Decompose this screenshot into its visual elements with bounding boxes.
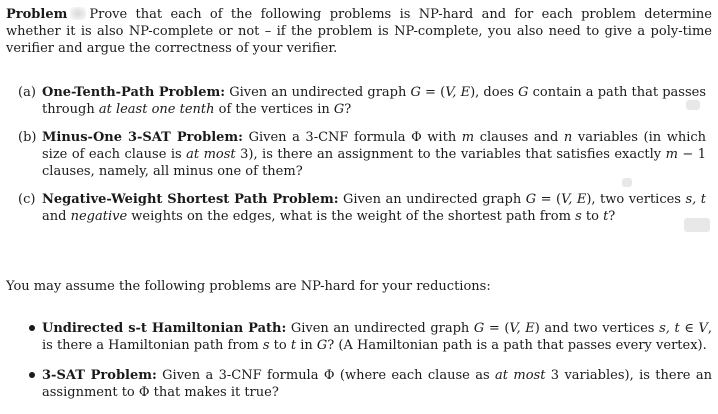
body-text: of the vertices in — [214, 102, 334, 117]
body-text: ? — [608, 209, 616, 224]
problem-title: Minus-One 3-SAT Problem: — [42, 130, 243, 145]
bullet-title: Undirected s-t Hamiltonian Path: — [42, 321, 287, 336]
body-text: weights on the edges, what is the weight of the shortest path from — [127, 209, 576, 224]
problem-label: (a) — [18, 85, 36, 100]
body-text: Given an undirected graph — [286, 321, 474, 336]
body-text: ? (A Hamiltonian path is a path that passes every vertex). — [327, 338, 707, 353]
body-text: to — [581, 209, 604, 224]
body-text: ? — [344, 102, 352, 117]
bullet-item — [42, 320, 712, 354]
problem-item — [18, 84, 706, 118]
math-text: G — [316, 338, 328, 353]
bullet-title: 3-SAT Problem: — [42, 368, 157, 383]
math-text: V, E — [561, 192, 587, 207]
math-text: V, E — [445, 85, 471, 100]
intro-paragraph — [6, 6, 712, 57]
math-text: V — [698, 321, 708, 336]
math-text: m — [461, 130, 475, 145]
math-text: G — [525, 192, 537, 207]
math-text: s, t — [685, 192, 707, 207]
body-text: ) and two vertices — [534, 321, 660, 336]
body-text: , is there a Hamiltonian path from — [42, 321, 713, 353]
body-text: = ( — [420, 85, 446, 100]
body-text: Given an undirected graph — [225, 85, 411, 100]
math-text: at least one tenth — [98, 102, 215, 117]
problem-item — [18, 129, 706, 180]
intro-text: Prove that each of the following problems is NP-hard and for each problem determine whether it is also NP-complete or not – if the problem is NP-complete, you also need to give a poly-time verifier and argue the correctness of your verifier. — [6, 7, 712, 56]
math-text: at most — [186, 147, 236, 162]
redaction-smudge — [622, 178, 632, 187]
math-text: negative — [70, 209, 128, 224]
problem-title: Negative-Weight Shortest Path Problem: — [42, 192, 339, 207]
problem-title: One-Tenth-Path Problem: — [42, 85, 226, 100]
body-text: contain a path that passes through — [42, 85, 707, 117]
body-text: 3 variables), is there an assignment to Φ that makes it true? — [42, 368, 712, 400]
body-text: = ( — [484, 321, 510, 336]
body-text: clauses and — [474, 130, 564, 145]
math-text: s — [575, 209, 582, 224]
problem-label: (b) — [18, 130, 37, 145]
intro-heading: Problem — [6, 7, 68, 22]
body-text: Given a 3-CNF formula Φ with — [242, 130, 462, 145]
body-text: and — [42, 209, 71, 224]
assumption-text: You may assume the following problems are NP-hard for your reductions: — [6, 279, 491, 294]
math-text: n — [563, 130, 573, 145]
body-text: Given a 3-CNF formula Φ (where each clause as — [156, 368, 496, 383]
math-text: t — [603, 209, 609, 224]
problem-item — [18, 191, 706, 225]
redaction-smudge — [686, 100, 700, 110]
body-text: ∈ — [679, 321, 699, 336]
math-text: G — [518, 85, 529, 100]
math-text: t — [290, 338, 297, 353]
body-text: Given an undirected graph — [338, 192, 526, 207]
problem-label: (c) — [18, 192, 36, 207]
body-text: to — [269, 338, 291, 353]
math-text: G — [473, 321, 485, 336]
bullet-icon — [29, 325, 35, 331]
body-text: = ( — [536, 192, 562, 207]
math-text: G — [410, 85, 421, 100]
math-text: at most — [495, 368, 546, 383]
body-text: in — [296, 338, 317, 353]
body-text: variables (in which size of each clause is — [42, 130, 707, 162]
math-text: G — [333, 102, 345, 117]
math-text: s — [262, 338, 270, 353]
body-text: 3), is there an assignment to the variables that satisfies exactly — [235, 147, 666, 162]
body-text: − 1 clauses, namely, all minus one of them? — [42, 147, 707, 179]
document — [6, 6, 712, 57]
bullet-item — [42, 367, 712, 401]
body-text: ), two vertices — [586, 192, 686, 207]
math-text: s, t — [659, 321, 680, 336]
bullet-list — [42, 320, 712, 414]
math-text: V, E — [509, 321, 535, 336]
math-text: m — [665, 147, 678, 162]
bullet-icon — [29, 372, 35, 378]
redaction-smudge — [70, 7, 86, 20]
problem-list — [18, 84, 706, 236]
body-text: ), does — [470, 85, 519, 100]
redaction-smudge — [684, 218, 710, 232]
